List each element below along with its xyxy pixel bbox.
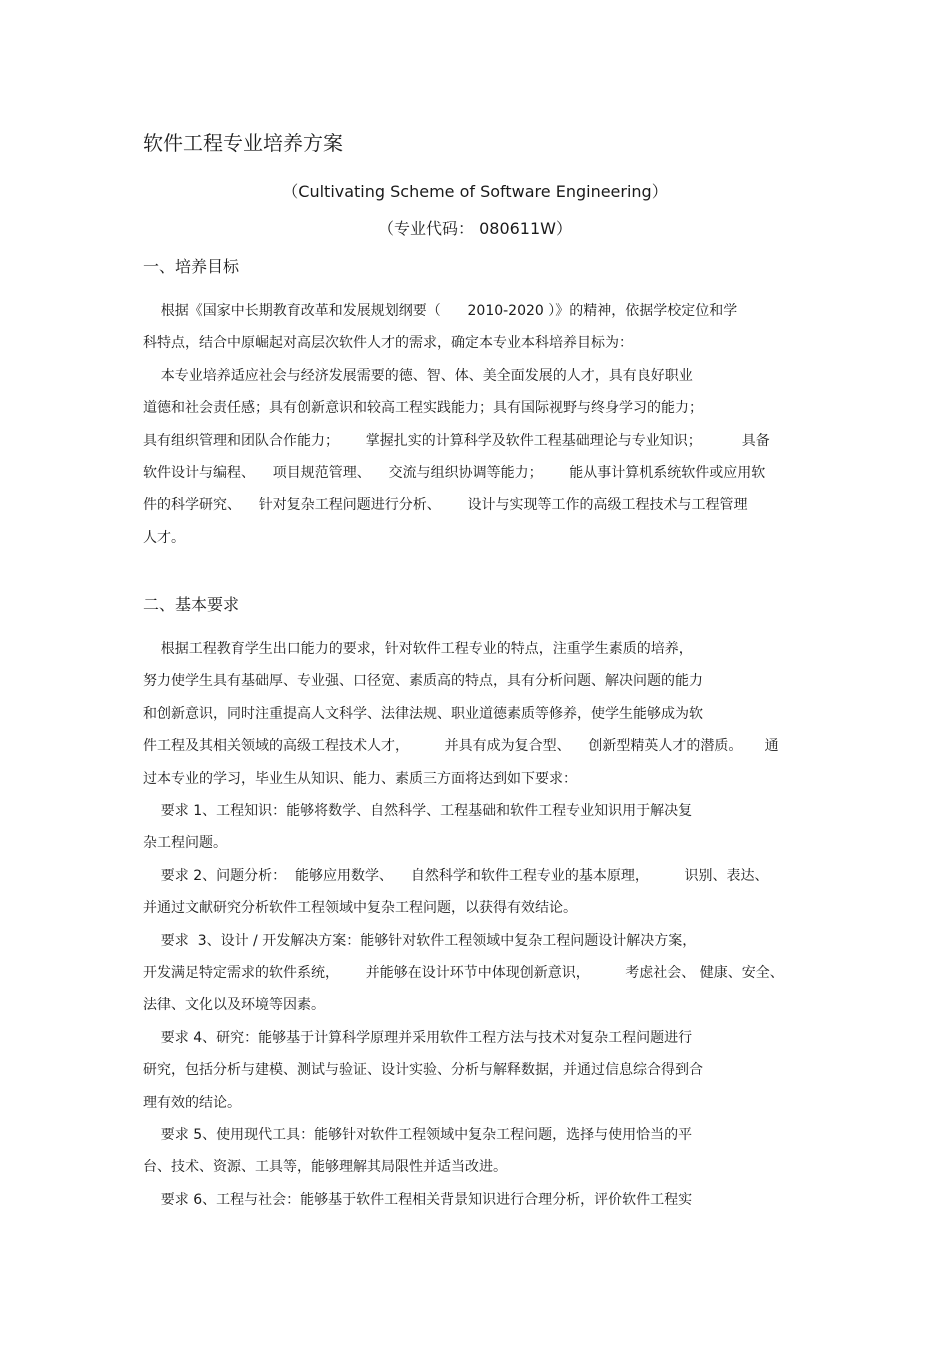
paragraph-line: 理有效的结论。 <box>143 1094 241 1111</box>
paragraph-line: 和创新意识，同时注重提高人文科学、法律法规、职业道德素质等修养，使学生能够成为软 <box>143 705 703 722</box>
paragraph-line: 并通过文献研究分析软件工程领域中复杂工程问题，以获得有效结论。 <box>143 900 577 917</box>
paragraph-line: 研究，包括分析与建模、测试与验证、设计实验、分析与解释数据，并通过信息综合得到合 <box>143 1062 703 1079</box>
paragraph-line: 根据《国家中长期教育改革和发展规划纲要（ 2010-2020 ）》的精神，依据学校定位和学 <box>143 303 738 319</box>
paragraph-line: 过本专业的学习，毕业生从知识、能力、素质三方面将达到如下要求： <box>143 770 577 787</box>
paragraph-line: 根据工程教育学生出口能力的要求，针对软件工程专业的特点，注重学生素质的培养， <box>143 641 693 657</box>
paragraph-line: 要求 1、工程知识：能够将数学、自然科学、工程基础和软件工程专业知识用于解决复 <box>143 803 693 819</box>
paragraph-line: 开发满足特定需求的软件系统， 并能够在设计环节中体现创新意识， 考虑社会、 健康、安全、 <box>143 965 784 981</box>
paragraph-line: 杂工程问题。 <box>143 835 227 852</box>
section-heading-objectives: 一、培养目标 <box>143 257 240 276</box>
paragraph-line: 努力使学生具有基础厚、专业强、口径宽、素质高的特点，具有分析问题、解决问题的能力 <box>143 673 703 690</box>
english-subtitle: （Cultivating Scheme of Software Engineering） <box>282 182 668 201</box>
paragraph-line: 科特点，结合中原崛起对高层次软件人才的需求，确定本专业本科培养目标为： <box>143 335 633 352</box>
paragraph-line: 要求 5、使用现代工具：能够针对软件工程领域中复杂工程问题，选择与使用恰当的平 <box>143 1127 693 1143</box>
paragraph-line: 要求 3、设计 / 开发解决方案：能够针对软件工程领域中复杂工程问题设计解决方案， <box>143 932 697 949</box>
paragraph-line: 人才。 <box>143 529 185 546</box>
paragraph-line: 台、技术、资源、工具等，能够理解其局限性并适当改进。 <box>143 1159 507 1176</box>
section-heading-requirements: 二、基本要求 <box>143 595 240 614</box>
document-title: 软件工程专业培养方案 <box>143 131 343 155</box>
paragraph-line: 法律、文化以及环境等因素。 <box>143 997 325 1014</box>
paragraph-line: 要求 6、工程与社会：能够基于软件工程相关背景知识进行合理分析，评价软件工程实 <box>143 1191 693 1208</box>
paragraph-line: 件工程及其相关领域的高级工程技术人才， 并具有成为复合型、 创新型精英人才的潜质。 通 <box>143 738 779 755</box>
paragraph-line: 要求 4、研究：能够基于计算科学原理并采用软件工程方法与技术对复杂工程问题进行 <box>143 1029 693 1046</box>
paragraph-line: 具有组织管理和团队合作能力； 掌握扎实的计算科学及软件工程基础理论与专业知识； 具备 <box>143 432 770 449</box>
paragraph-line: 软件设计与编程、 项目规范管理、 交流与组织协调等能力； 能从事计算机系统软件或应用软 <box>143 465 766 481</box>
paragraph-line: 要求 2、问题分析： 能够应用数学、 自然科学和软件工程专业的基本原理， 识别、表达、 <box>143 867 769 884</box>
paragraph-line: 道德和社会责任感；具有创新意识和较高工程实践能力；具有国际视野与终身学习的能力； <box>143 400 703 417</box>
paragraph-line: 本专业培养适应社会与经济发展需要的德、智、体、美全面发展的人才，具有良好职业 <box>143 367 693 384</box>
major-code: （专业代码： 080611W） <box>378 219 572 238</box>
paragraph-line: 件的科学研究、 针对复杂工程问题进行分析、 设计与实现等工作的高级工程技术与工程管理 <box>143 497 748 514</box>
